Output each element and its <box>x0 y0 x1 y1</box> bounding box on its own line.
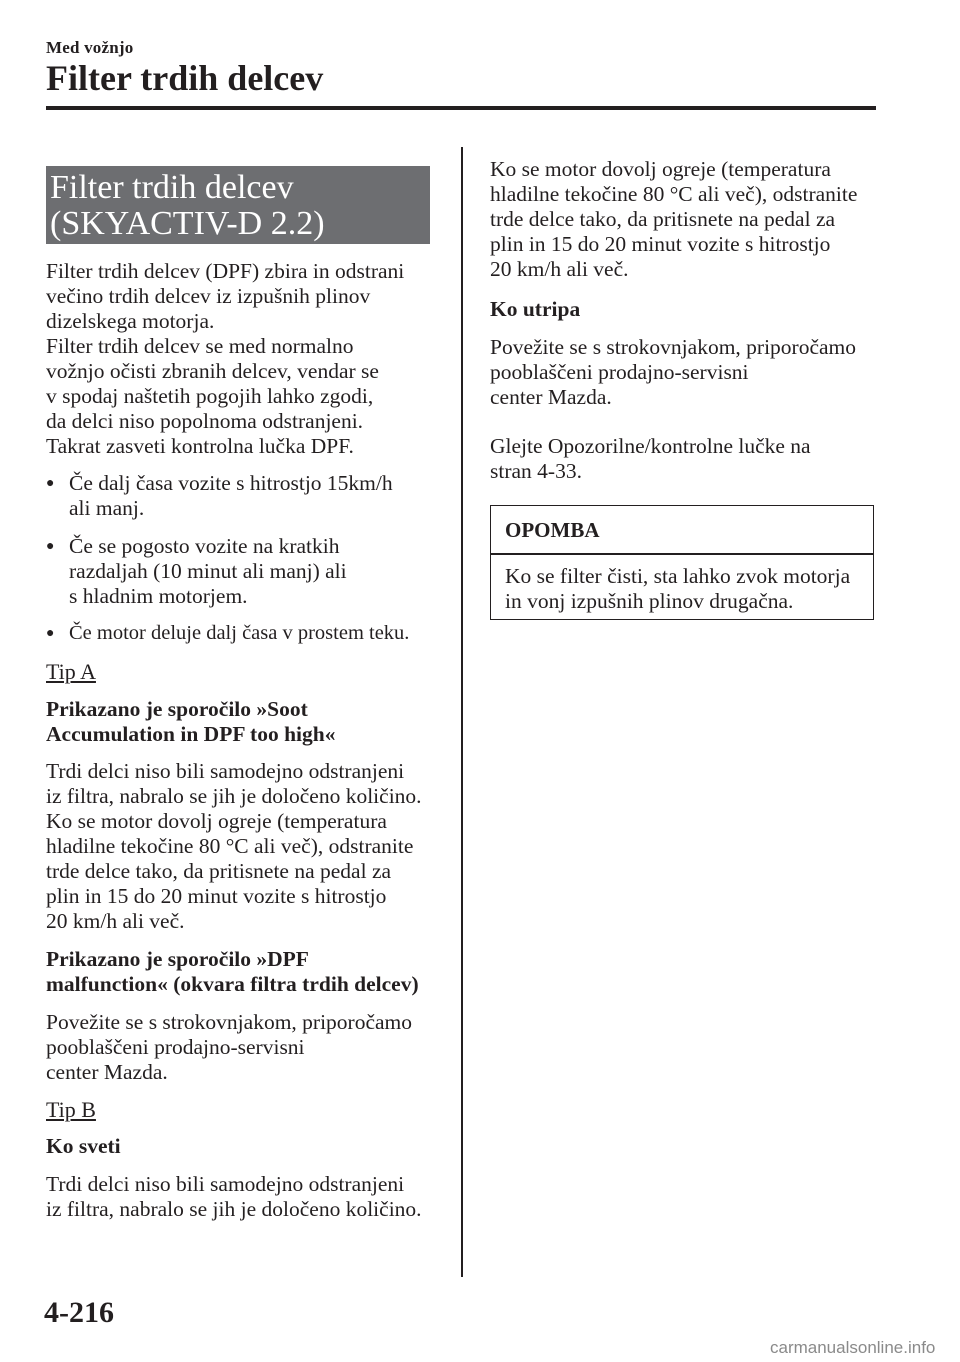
page-number: 4-216 <box>44 1296 114 1329</box>
body-line: trde delce tako, da pritisnete na pedal za <box>490 207 836 231</box>
body-line: hladilne tekočine 80 °C ali več), odstranite <box>46 834 414 858</box>
body-line: pooblaščeni prodajno-servisni <box>490 360 749 384</box>
intro-line: Takrat zasveti kontrolna lučka DPF. <box>46 434 354 458</box>
note-line: in vonj izpušnih plinov drugačna. <box>505 589 794 613</box>
body-line: trde delce tako, da pritisnete na pedal za <box>46 859 392 883</box>
page-title: Filter trdih delcev <box>46 58 324 98</box>
blink-body <box>490 335 856 410</box>
body-line: iz filtra, nabralo se jih je določeno količino. <box>46 784 422 808</box>
section-title-line-1: Filter trdih delcev <box>50 169 294 206</box>
body-line: Trdi delci niso bili samodejno odstranjeni <box>46 1172 405 1196</box>
heading-line: Prikazano je sporočilo »DPF <box>46 947 309 971</box>
bullet-line: Če dalj časa vozite s hitrostjo 15km/h <box>69 471 393 495</box>
body-line: 20 km/h ali več. <box>46 909 185 933</box>
body-line: Ko se motor dovolj ogreje (temperatura <box>46 809 387 833</box>
intro-paragraph <box>46 259 404 459</box>
body-line: iz filtra, nabralo se jih je določeno količino. <box>46 1197 422 1221</box>
bullet-icon: ● <box>46 476 55 491</box>
lit-body <box>46 1172 422 1222</box>
section-title-line-2: (SKYACTIV-D 2.2) <box>50 205 325 242</box>
body-line: Glejte Opozorilne/kontrolne lučke na <box>490 434 811 458</box>
body-line: Ko se motor dovolj ogreje (temperatura <box>490 157 831 181</box>
lit-heading: Ko sveti <box>46 1134 121 1158</box>
note-line: Ko se filter čisti, sta lahko zvok motorja <box>505 564 851 588</box>
note-box <box>490 505 874 620</box>
reference-text <box>490 434 811 484</box>
note-text <box>505 564 865 614</box>
heading-line: malfunction« (okvara filtra trdih delcev) <box>46 972 419 996</box>
tip-b-heading: Tip B <box>46 1097 96 1122</box>
bullet-line: Če se pogosto vozite na kratkih <box>69 534 340 558</box>
body-line: pooblaščeni prodajno-servisni <box>46 1035 305 1059</box>
note-divider <box>491 553 873 555</box>
section-title-banner <box>46 166 430 244</box>
body-line: Povežite se s strokovnjakom, priporočamo <box>490 335 857 359</box>
body-line: plin in 15 do 20 minut vozite s hitrostjo <box>46 884 387 908</box>
soot-message-body <box>46 759 422 934</box>
intro-line: Filter trdih delcev (DPF) zbira in odstrani <box>46 259 405 283</box>
body-line: 20 km/h ali več. <box>490 257 629 281</box>
bullet-line: razdaljah (10 minut ali manj) ali <box>69 559 347 583</box>
tip-a-heading: Tip A <box>46 659 96 684</box>
heading-line: Accumulation in DPF too high« <box>46 722 336 746</box>
intro-line: dizelskega motorja. <box>46 309 215 333</box>
body-line: stran 4-33. <box>490 459 582 483</box>
column-divider <box>461 147 463 1277</box>
intro-line: v spodaj naštetih pogojih lahko zgodi, <box>46 384 374 408</box>
breadcrumb: Med vožnjo <box>46 38 134 57</box>
body-line: plin in 15 do 20 minut vozite s hitrostjo <box>490 232 831 256</box>
watermark: carmanualsonline.info <box>770 1338 936 1357</box>
bullet-icon: ● <box>46 539 55 554</box>
bullet-icon: ● <box>46 626 55 641</box>
intro-line: Filter trdih delcev se med normalno <box>46 334 354 358</box>
continued-body <box>490 157 857 282</box>
body-line: Povežite se s strokovnjakom, priporočamo <box>46 1010 413 1034</box>
blink-heading: Ko utripa <box>490 297 581 321</box>
body-line: Trdi delci niso bili samodejno odstranjeni <box>46 759 405 783</box>
body-line: hladilne tekočine 80 °C ali več), odstranite <box>490 182 858 206</box>
intro-line: da delci niso popolnoma odstranjeni. <box>46 409 364 433</box>
intro-line: večino trdih delcev iz izpušnih plinov <box>46 284 371 308</box>
dpf-malfunction-heading <box>46 947 419 997</box>
dpf-malfunction-body <box>46 1010 412 1085</box>
body-line: center Mazda. <box>46 1060 168 1084</box>
body-line: center Mazda. <box>490 385 612 409</box>
header-divider <box>46 106 876 110</box>
bullet-line: Če motor deluje dalj časa v prostem teku. <box>69 622 410 644</box>
soot-message-heading <box>46 697 335 747</box>
intro-line: vožnjo očisti zbranih delcev, vendar se <box>46 359 379 383</box>
note-title: OPOMBA <box>505 518 600 542</box>
bullet-line: s hladnim motorjem. <box>69 584 248 608</box>
heading-line: Prikazano je sporočilo »Soot <box>46 697 308 721</box>
bullet-line: ali manj. <box>69 496 145 520</box>
